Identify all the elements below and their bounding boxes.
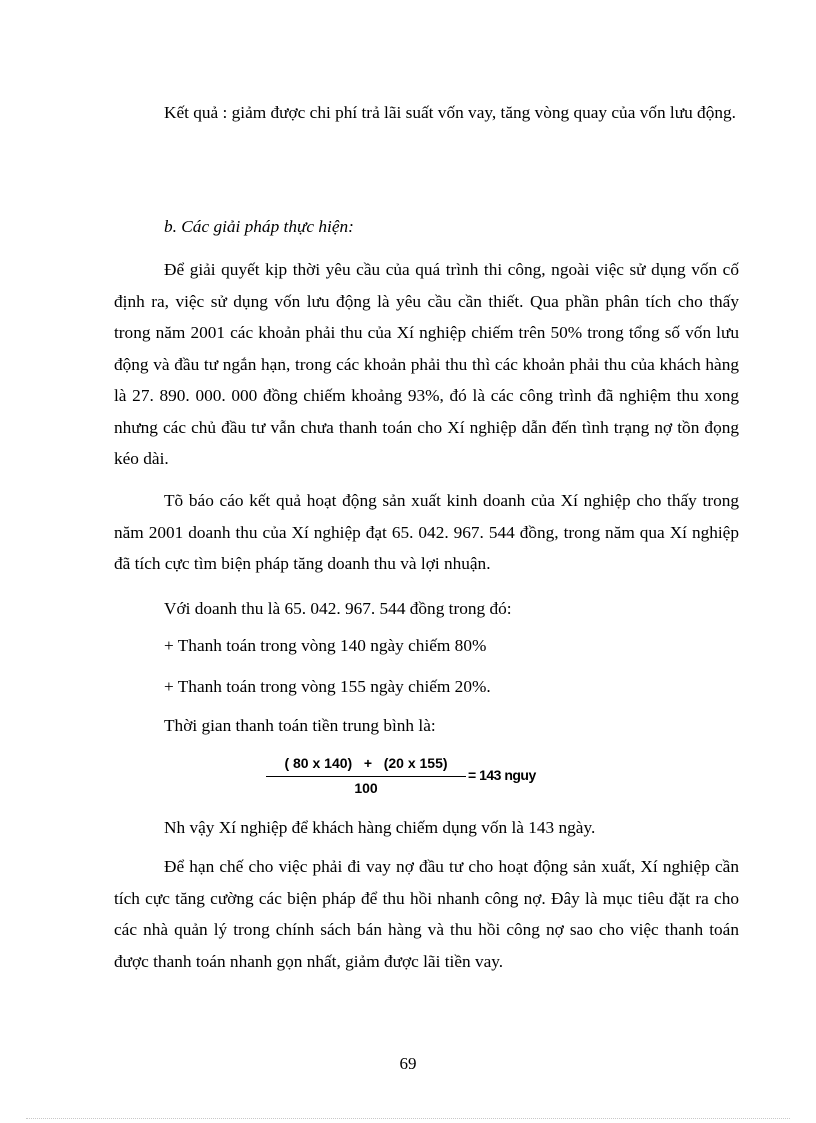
paragraph-debt-recovery: Để hạn chế cho việc phải đi vay nợ đầu tư cho hoạt động sản xuất, Xí nghiệp cần tích cực tăng cường các biện pháp để thu hồi nhanh công nợ. Đây là mục tiêu đặt ra cho các nhà quản lý trong chính sách bán hàng và thu hồi công nợ sao cho việc thanh toán được thanh toán nhanh gọn nhất, giảm được lãi tiền vay.: [114, 857, 739, 971]
line-payment-140: + Thanh toán trong vòng 140 ngày chiếm 80%: [164, 636, 487, 655]
line-average-time: Thời gian thanh toán tiền trung bình là:: [164, 716, 436, 735]
footer-divider: [26, 1118, 790, 1119]
paragraph-result: Kết quả : giảm được chi phí trả lãi suất vốn vay, tăng vòng quay của vốn lưu động.: [164, 103, 736, 122]
line-revenue: Với doanh thu là 65. 042. 967. 544 đồng trong đó:: [164, 599, 512, 618]
page-number: 69: [399, 1054, 417, 1073]
formula-fraction: [266, 752, 466, 799]
paragraph-revenue-report: Tõ báo cáo kết quả hoạt động sản xuất kinh doanh của Xí nghiệp cho thấy trong năm 2001 doanh thu của Xí nghiệp đạt 65. 042. 967. 544 đồng, trong năm qua Xí nghiệp đã tích cực tìm biện pháp tăng doanh thu và lợi nhuận.: [114, 491, 739, 573]
formula-result: = 143 nguy: [468, 767, 536, 783]
formula-denominator: 100: [354, 780, 378, 796]
section-heading-b: b. Các giải pháp thực hiện:: [164, 217, 354, 236]
line-payment-155: + Thanh toán trong vòng 155 ngày chiếm 20%.: [164, 677, 491, 696]
formula-numerator: ( 80 x 140) + (20 x 155): [266, 752, 466, 777]
average-payment-formula: [266, 752, 556, 802]
paragraph-solutions: Để giải quyết kịp thời yêu cầu của quá trình thi công, ngoài việc sử dụng vốn cố định ra, việc sử dụng vốn lưu động là yêu cầu cần thiết. Qua phần phân tích cho thấy trong năm 2001 các khoản phải thu của Xí nghiệp chiếm trên 50% trong tổng số vốn lưu động và đầu tư ngắn hạn, trong các khoản phải thu thì các khoản phải thu của khách hàng là 27. 890. 000. 000 đồng chiếm khoảng 93%, đó là các công trình đã nghiệm thu xong nhưng các chủ đầu tư vẫn chưa thanh toán cho Xí nghiệp dẫn đến tình trạng nợ tồn đọng kéo dài.: [114, 260, 739, 468]
line-conclusion: Nh vậy Xí nghiệp để khách hàng chiếm dụng vốn là 143 ngày.: [164, 818, 596, 837]
